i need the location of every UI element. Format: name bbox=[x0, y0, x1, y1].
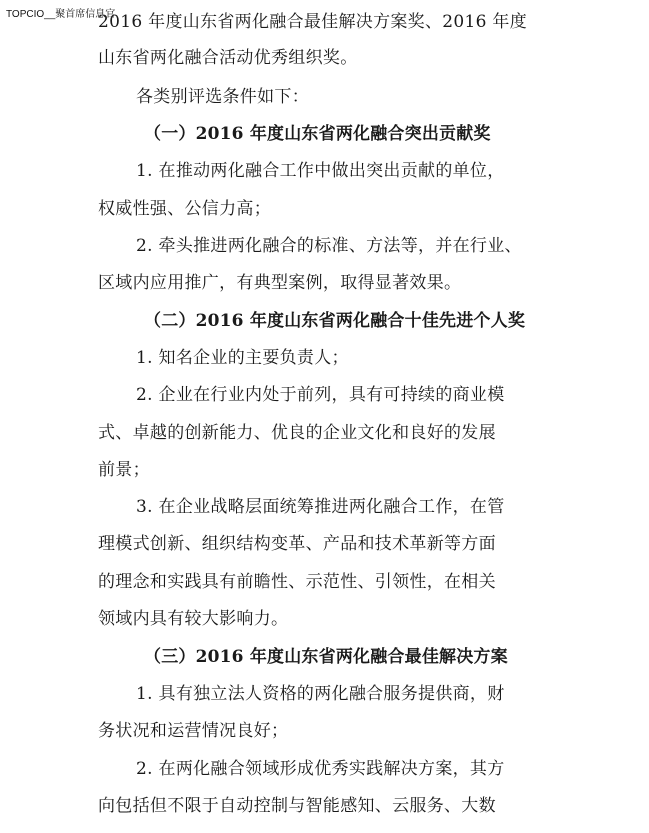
paragraph-line: 山东省两化融合活动优秀组织奖。 bbox=[98, 48, 358, 68]
paragraph-line: 3. 在企业战略层面统筹推进两化融合工作，在管 bbox=[136, 497, 505, 517]
paragraph-line: 的理念和实践具有前瞻性、示范性、引领性，在相关 bbox=[98, 572, 496, 592]
paragraph-line: 2. 在两化融合领域形成优秀实践解决方案，其方 bbox=[136, 759, 505, 779]
paragraph-line: 权威性强、公信力高； bbox=[98, 199, 271, 219]
paragraph-line: 前景； bbox=[98, 460, 150, 480]
paragraph-line: 2. 企业在行业内处于前列，具有可持续的商业模 bbox=[136, 385, 505, 405]
paragraph-line: 区域内应用推广，有典型案例，取得显著效果。 bbox=[98, 273, 462, 293]
paragraph-line: 理模式创新、组织结构变革、产品和技术革新等方面 bbox=[98, 534, 496, 554]
paragraph-line: 务状况和运营情况良好； bbox=[98, 721, 289, 741]
paragraph-line: 1. 在推动两化融合工作中做出突出贡献的单位， bbox=[136, 161, 505, 181]
paragraph-line: 1. 具有独立法人资格的两化融合服务提供商，财 bbox=[136, 684, 505, 704]
paragraph-line: 向包括但不限于自动控制与智能感知、云服务、大数 bbox=[98, 796, 496, 816]
paragraph-line: 各类别评选条件如下： bbox=[136, 87, 309, 107]
paragraph-line: 领域内具有较大影响力。 bbox=[98, 609, 289, 629]
section-heading-3: （三）2016 年度山东省两化融合最佳解决方案 bbox=[144, 647, 508, 667]
section-heading-1: （一）2016 年度山东省两化融合突出贡献奖 bbox=[144, 124, 491, 144]
watermark-text: TOPCIO__聚首席信息官 bbox=[6, 9, 116, 20]
paragraph-line: 1. 知名企业的主要负责人； bbox=[136, 348, 349, 368]
paragraph-line: 2. 牵头推进两化融合的标准、方法等，并在行业、 bbox=[136, 236, 522, 256]
paragraph-line: 式、卓越的创新能力、优良的企业文化和良好的发展 bbox=[98, 423, 496, 443]
section-heading-2: （二）2016 年度山东省两化融合十佳先进个人奖 bbox=[144, 311, 526, 331]
paragraph-line: 2016 年度山东省两化融合最佳解决方案奖、2016 年度 bbox=[98, 12, 528, 32]
